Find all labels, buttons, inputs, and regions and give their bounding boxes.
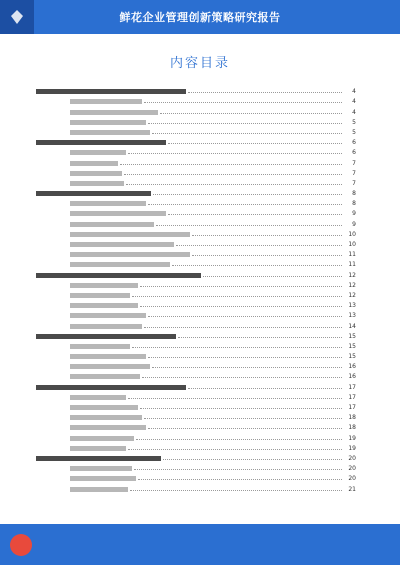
toc-page-number: 8: [352, 200, 356, 208]
illegible-text-placeholder: [70, 181, 124, 186]
toc-section-entry[interactable]: [36, 146, 356, 156]
toc-page-number: 11: [348, 261, 356, 269]
illegible-text-placeholder: [70, 446, 126, 451]
toc-entry-label: [70, 282, 138, 289]
toc-leader-dots: [144, 418, 342, 419]
illegible-text-placeholder: [70, 476, 136, 481]
toc-page-number: 17: [348, 404, 356, 411]
illegible-text-placeholder: [70, 405, 138, 410]
toc-section-entry[interactable]: [36, 431, 356, 441]
toc-page-number: 17: [348, 383, 356, 391]
toc-leader-dots: [168, 143, 342, 144]
toc-entry-label: [70, 129, 150, 136]
toc-section-entry[interactable]: [36, 360, 356, 370]
toc-section-entry[interactable]: [36, 411, 356, 421]
toc-section-entry[interactable]: [36, 279, 356, 289]
illegible-text-placeholder: [70, 374, 140, 379]
toc-entry-label: [36, 455, 161, 462]
illegible-text-placeholder: [70, 150, 126, 155]
toc-entry-label: [70, 414, 142, 421]
illegible-text-placeholder: [70, 415, 142, 420]
toc-entry-label: [70, 465, 132, 472]
toc-chapter-entry[interactable]: [36, 187, 356, 197]
toc-page-number: 20: [348, 465, 356, 473]
toc-page-number: 11: [348, 251, 356, 259]
toc-entry-label: [70, 363, 150, 370]
illegible-text-placeholder: [70, 120, 146, 125]
toc-leader-dots: [140, 286, 342, 287]
toc-entry-label: [70, 231, 190, 238]
toc-entry-label: [70, 424, 146, 431]
toc-leader-dots: [148, 204, 342, 205]
toc-section-entry[interactable]: [36, 126, 356, 136]
toc-section-entry[interactable]: [36, 116, 356, 126]
toc-heading: 内容目录: [169, 56, 230, 71]
toc-leader-dots: [120, 164, 342, 165]
report-header: [0, 0, 400, 34]
toc-page-number: 15: [348, 332, 356, 340]
toc-leader-dots: [130, 490, 342, 491]
toc-section-entry[interactable]: [36, 238, 356, 248]
toc-page-number: 7: [352, 179, 356, 187]
report-footer: [0, 524, 400, 565]
toc-entry-label: [70, 312, 146, 319]
toc-section-entry[interactable]: [36, 289, 356, 299]
toc-entry-label: [70, 160, 118, 167]
toc-page-number: 6: [352, 149, 356, 157]
illegible-text-placeholder: [70, 466, 132, 471]
illegible-text-placeholder: [36, 334, 176, 339]
toc-page-number: 16: [348, 363, 356, 371]
toc-entry-label: [70, 261, 170, 268]
toc-entry-label: [70, 292, 130, 299]
illegible-text-placeholder: [70, 324, 142, 329]
toc-page-number: 10: [348, 230, 356, 238]
toc-page-number: 15: [348, 342, 356, 350]
toc-page-number: 19: [348, 434, 356, 442]
toc-entry-label: [70, 404, 138, 411]
illegible-text-placeholder: [70, 364, 150, 369]
toc-page-number: 8: [352, 190, 356, 198]
toc-section-entry[interactable]: [36, 340, 356, 350]
toc-page-number: 4: [352, 108, 356, 116]
toc-section-entry[interactable]: [36, 462, 356, 472]
toc-page-number: 9: [352, 220, 356, 228]
illegible-text-placeholder: [70, 262, 170, 267]
toc-entry-label: [70, 180, 124, 187]
toc-section-entry[interactable]: [36, 472, 356, 482]
toc-entry-label: [36, 333, 176, 340]
illegible-text-placeholder: [70, 395, 126, 400]
toc-leader-dots: [132, 296, 342, 297]
toc-entry-label: [70, 373, 140, 380]
toc-section-entry[interactable]: [36, 156, 356, 166]
toc-entry-label: [70, 98, 142, 105]
toc-leader-dots: [128, 398, 342, 399]
toc-entry-label: [36, 190, 151, 197]
toc-entry-label: [70, 353, 146, 360]
toc-page-number: 7: [352, 169, 356, 177]
toc-entry-label: [70, 241, 174, 248]
toc-page-number: 17: [348, 393, 356, 401]
toc-chapter-entry[interactable]: [36, 136, 356, 146]
toc-entry-label: [70, 200, 146, 207]
toc-page-number: 13: [348, 302, 356, 310]
toc-leader-dots: [163, 459, 342, 460]
toc-section-entry[interactable]: [36, 248, 356, 258]
toc-leader-dots: [148, 123, 342, 124]
toc-leader-dots: [136, 439, 342, 440]
toc-chapter-entry[interactable]: [36, 85, 356, 95]
toc-leader-dots: [153, 194, 342, 195]
toc-section-entry[interactable]: [36, 482, 356, 492]
toc-section-entry[interactable]: [36, 421, 356, 431]
illegible-text-placeholder: [70, 344, 130, 349]
illegible-text-placeholder: [36, 273, 201, 278]
toc-entry-label: [70, 486, 128, 493]
illegible-text-placeholder: [70, 436, 134, 441]
illegible-text-placeholder: [36, 456, 161, 461]
toc-leader-dots: [152, 133, 342, 134]
illegible-text-placeholder: [70, 201, 146, 206]
toc-page-number: 12: [348, 291, 356, 299]
toc-entry-label: [70, 149, 126, 156]
toc-leader-dots: [152, 367, 342, 368]
toc-leader-dots: [142, 377, 342, 378]
toc-page-number: 12: [348, 271, 356, 279]
toc-leader-dots: [134, 469, 342, 470]
toc-entry-label: [70, 109, 158, 116]
toc-chapter-entry[interactable]: [36, 452, 356, 462]
toc-leader-dots: [128, 153, 342, 154]
toc-leader-dots: [144, 327, 342, 328]
toc-page-number: 15: [348, 353, 356, 361]
toc-leader-dots: [128, 449, 342, 450]
toc-page-number: 18: [348, 414, 356, 422]
illegible-text-placeholder: [70, 161, 118, 166]
toc-page-number: 9: [352, 210, 356, 218]
toc-page-number: 4: [352, 98, 356, 106]
illegible-text-placeholder: [70, 232, 190, 237]
illegible-text-placeholder: [70, 354, 146, 359]
toc-leader-dots: [168, 214, 342, 215]
illegible-text-placeholder: [36, 385, 186, 390]
toc-page-number: 10: [348, 241, 356, 248]
toc-page-number: 7: [352, 159, 356, 167]
toc-entry-label: [70, 302, 138, 309]
toc-leader-dots: [148, 357, 342, 358]
illegible-text-placeholder: [70, 211, 166, 216]
toc-page-number: 20: [348, 454, 356, 462]
toc-section-entry[interactable]: [36, 207, 356, 217]
illegible-text-placeholder: [70, 293, 130, 298]
toc-section-entry[interactable]: [36, 95, 356, 105]
toc-entry-label: [36, 384, 186, 391]
toc-page-number: 16: [348, 373, 356, 381]
table-of-contents: [36, 85, 356, 493]
toc-entry-label: [36, 88, 186, 95]
toc-entry-label: [70, 251, 190, 258]
toc-entry-label: [70, 221, 154, 228]
toc-entry-label: [70, 435, 134, 442]
toc-entry-label: [70, 445, 126, 452]
toc-leader-dots: [176, 245, 342, 246]
report-title: 鲜花企业管理创新策略研究报告: [119, 11, 281, 24]
toc-section-entry[interactable]: [36, 105, 356, 115]
toc-section-entry[interactable]: [36, 177, 356, 187]
toc-leader-dots: [178, 337, 342, 338]
toc-section-entry[interactable]: [36, 401, 356, 411]
illegible-text-placeholder: [70, 110, 158, 115]
toc-entry-label: [70, 394, 126, 401]
illegible-text-placeholder: [70, 425, 146, 430]
toc-leader-dots: [192, 235, 342, 236]
toc-entry-label: [36, 272, 201, 279]
toc-leader-dots: [160, 113, 342, 114]
toc-entry-label: [70, 119, 146, 126]
toc-page-number: 12: [348, 281, 356, 289]
illegible-text-placeholder: [70, 222, 154, 227]
toc-page-number: 4: [352, 88, 356, 96]
toc-entry-label: [70, 170, 122, 177]
toc-section-entry[interactable]: [36, 167, 356, 177]
toc-section-entry[interactable]: [36, 391, 356, 401]
toc-section-entry[interactable]: [36, 319, 356, 329]
illegible-text-placeholder: [36, 191, 151, 196]
toc-page-number: 14: [348, 322, 356, 330]
illegible-text-placeholder: [70, 313, 146, 318]
illegible-text-placeholder: [36, 89, 186, 94]
toc-section-entry[interactable]: [36, 258, 356, 268]
toc-entry-label: [70, 210, 166, 217]
toc-section-entry[interactable]: [36, 350, 356, 360]
toc-page-number: 18: [348, 424, 356, 432]
toc-leader-dots: [132, 347, 342, 348]
toc-leader-dots: [188, 92, 342, 93]
illegible-text-placeholder: [36, 140, 166, 145]
toc-leader-dots: [140, 306, 342, 307]
toc-page-number: 5: [352, 128, 356, 136]
toc-leader-dots: [148, 316, 342, 317]
toc-leader-dots: [124, 174, 342, 175]
toc-leader-dots: [144, 102, 342, 103]
toc-section-entry[interactable]: [36, 217, 356, 227]
toc-entry-label: [70, 343, 130, 350]
toc-leader-dots: [156, 225, 342, 226]
toc-leader-dots: [192, 255, 342, 256]
toc-leader-dots: [203, 276, 342, 277]
toc-entry-label: [70, 475, 136, 482]
brand-mark-icon: [10, 534, 32, 556]
toc-section-entry[interactable]: [36, 228, 356, 238]
illegible-text-placeholder: [70, 252, 190, 257]
toc-section-entry[interactable]: [36, 299, 356, 309]
toc-entry-label: [36, 139, 166, 146]
toc-leader-dots: [140, 408, 342, 409]
illegible-text-placeholder: [70, 242, 174, 247]
toc-leader-dots: [138, 479, 342, 480]
toc-leader-dots: [188, 388, 342, 389]
toc-entry-label: [70, 323, 142, 330]
toc-section-entry[interactable]: [36, 197, 356, 207]
toc-leader-dots: [148, 428, 342, 429]
illegible-text-placeholder: [70, 171, 122, 176]
toc-page-number: 20: [348, 475, 356, 483]
toc-chapter-entry[interactable]: [36, 268, 356, 278]
toc-page-number: 19: [348, 444, 356, 452]
illegible-text-placeholder: [70, 99, 142, 104]
toc-page-number: 13: [348, 312, 356, 320]
illegible-text-placeholder: [70, 487, 128, 492]
toc-section-entry[interactable]: [36, 442, 356, 452]
toc-section-entry[interactable]: [36, 370, 356, 380]
illegible-text-placeholder: [70, 303, 138, 308]
toc-page-number: 6: [352, 139, 356, 147]
illegible-text-placeholder: [70, 283, 138, 288]
illegible-text-placeholder: [70, 130, 150, 135]
toc-leader-dots: [172, 265, 342, 266]
toc-page-number: 21: [348, 485, 356, 493]
toc-page-number: 5: [352, 118, 356, 126]
toc-chapter-entry[interactable]: [36, 380, 356, 390]
toc-chapter-entry[interactable]: [36, 330, 356, 340]
toc-section-entry[interactable]: [36, 309, 356, 319]
toc-leader-dots: [126, 184, 342, 185]
logo-icon: [0, 0, 34, 34]
